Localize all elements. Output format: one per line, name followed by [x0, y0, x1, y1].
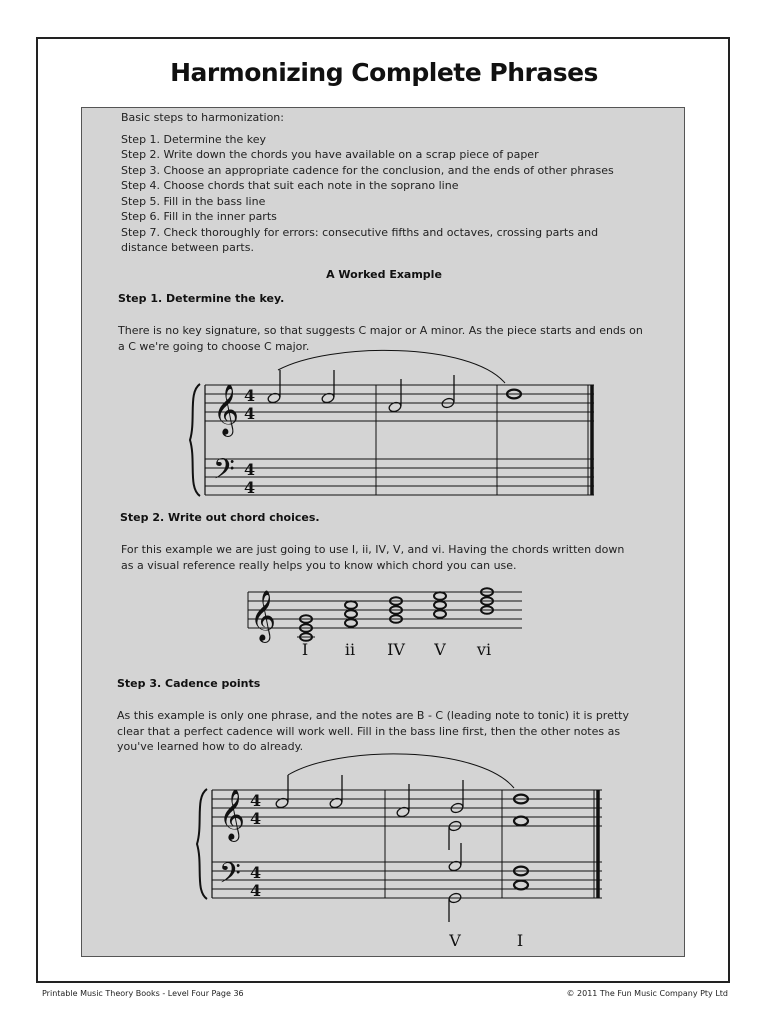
intro-step: distance between parts. — [121, 241, 254, 254]
time-sig-top: 4 — [250, 791, 262, 810]
treble-clef-icon: 𝄞 — [219, 789, 246, 840]
grand-staff-2 — [197, 754, 602, 950]
bass-staff-lines — [205, 459, 594, 495]
chord-choices-staff — [248, 588, 522, 659]
treble-clef-icon: 𝄞 — [250, 590, 277, 641]
step1-heading: Step 1. Determine the key. — [118, 292, 285, 305]
intro-heading: Basic steps to harmonization: — [121, 111, 284, 124]
footer-left: Printable Music Theory Books - Level Four Page 36 — [42, 989, 244, 998]
bass-clef-icon: 𝄢 — [219, 857, 241, 897]
intro-step: Step 6. Fill in the inner parts — [121, 210, 277, 223]
tenor-note — [448, 843, 462, 872]
step2-line: as a visual reference really helps you to know which chord you can use. — [121, 558, 517, 572]
chord-label: V — [434, 640, 446, 659]
intro-step: Step 4. Choose chords that suit each note in the soprano line — [121, 179, 459, 192]
time-sig-top: 4 — [244, 386, 256, 405]
step3-line: clear that a perfect cadence will work well. Fill in the bass line first, then the other notes as — [117, 724, 621, 738]
time-sig-bottom: 4 — [244, 404, 256, 423]
chord-V — [434, 592, 446, 618]
final-bass-chord — [514, 867, 528, 890]
chord-ii — [345, 601, 357, 627]
step3-line: you've learned how to do already. — [117, 740, 304, 753]
intro-step: Step 3. Choose an appropriate cadence for the conclusion, and the ends of other phrases — [121, 163, 614, 177]
chord-labels — [302, 640, 491, 659]
grand-staff-1 — [190, 350, 594, 497]
intro-step: Step 2. Write down the chords you have available on a scrap piece of paper — [121, 148, 539, 161]
alto-note — [448, 820, 462, 850]
time-sig-top: 4 — [244, 460, 256, 479]
phrase-slur — [288, 754, 514, 788]
brace — [197, 789, 207, 899]
time-sig-bottom: 4 — [250, 809, 262, 828]
worked-example-heading: A Worked Example — [326, 268, 442, 281]
step2-line: For this example we are just going to use I, ii, IV, V, and vi. Having the chords written down — [121, 543, 625, 556]
footer-right: © 2011 The Fun Music Company Pty Ltd — [566, 989, 728, 998]
brace — [190, 384, 200, 496]
cadence-labels — [448, 931, 523, 950]
melody-notes — [267, 370, 521, 413]
step3-line: As this example is only one phrase, and the notes are B - C (leading note to tonic) it is pretty — [117, 709, 629, 722]
time-sig-bottom: 4 — [250, 881, 262, 900]
time-sig-top: 4 — [250, 863, 262, 882]
intro-step: Step 1. Determine the key — [121, 132, 266, 146]
time-sig-bottom: 4 — [244, 478, 256, 497]
phrase-slur — [278, 350, 505, 383]
chord-label: ii — [344, 640, 356, 659]
step3-heading: Step 3. Cadence points — [117, 677, 261, 690]
cadence-label: I — [516, 931, 524, 950]
intro-step: Step 7. Check thoroughly for errors: consecutive fifths and octaves, crossing parts and — [121, 225, 599, 239]
chord-label: IV — [387, 640, 405, 659]
treble-clef-icon: 𝄞 — [213, 384, 240, 435]
bass-note — [448, 892, 462, 922]
step2-heading: Step 2. Write out chord choices. — [120, 511, 320, 524]
step1-line: There is no key signature, so that suggests C major or A minor. As the piece starts and ends on — [118, 324, 643, 337]
cadence-label: V — [449, 931, 461, 950]
melody-notes — [275, 775, 464, 818]
bass-clef-icon: 𝄢 — [213, 453, 235, 493]
bass-staff-lines — [212, 862, 602, 898]
step1-line: a C we're going to choose C major. — [118, 339, 310, 353]
chord-label: I — [301, 640, 309, 659]
page-title: Harmonizing Complete Phrases — [170, 58, 598, 87]
chord-label: vi — [476, 640, 492, 659]
intro-step: Step 5. Fill in the bass line — [121, 194, 266, 208]
